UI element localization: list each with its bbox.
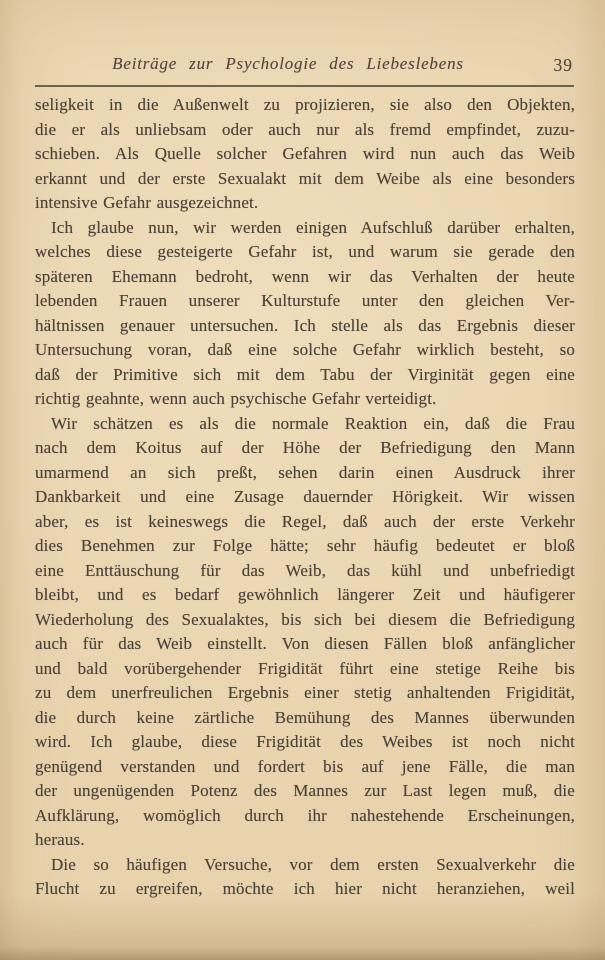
text-line: Ich glaube nun, wir werden einigen Aufschluß darüber erhalten,	[51, 217, 575, 237]
text-line: lebenden Frauen unserer Kulturstufe unter den gleichen Ver-	[35, 291, 575, 310]
running-header	[35, 54, 575, 78]
text-line: aber, es ist keineswegs die Regel, daß auch der erste Verkehr	[35, 511, 575, 531]
text-line: wird. Ich glaube, diese Frigidität des Weibes ist noch nicht	[35, 732, 575, 751]
text-line: richtig geahnte, wenn auch psychische Gefahr verteidigt.	[35, 389, 437, 408]
text-line: welches diese gesteigerte Gefahr ist, und warum sie gerade den	[35, 242, 575, 261]
text-line: nach dem Koitus auf der Höhe der Befriedigung den Mann	[35, 438, 575, 457]
body-text	[35, 93, 575, 902]
text-line: Wiederholung des Sexualaktes, bis sich bei diesem die Befriedigung	[35, 609, 575, 629]
text-line: Dankbarkeit und eine Zusage dauernder Hörigkeit. Wir wissen	[35, 487, 575, 506]
text-line: heraus.	[35, 830, 85, 849]
text-line: späteren Ehemann bedroht, wenn wir das Verhalten der heute	[35, 266, 575, 286]
text-line: Wir schätzen es als die normale Reaktion ein, daß die Frau	[51, 413, 575, 433]
text-line: der ungenügenden Potenz des Mannes zur Last legen muß, die	[35, 781, 575, 800]
text-line: dies Benehmen zur Folge hätte; sehr häufig bedeutet er bloß	[35, 536, 575, 555]
text-line: erkannt und der erste Sexualakt mit dem Weibe als eine besonders	[35, 168, 575, 188]
text-line: Flucht zu ergreifen, möchte ich hier nicht heranziehen, weil	[35, 879, 575, 898]
text-line: eine Enttäuschung für das Weib, das kühl und unbefriedigt	[35, 560, 575, 580]
text-line: daß der Primitive sich mit dem Tabu der Virginität gegen eine	[35, 364, 575, 384]
text-line: Die so häufigen Versuche, vor dem ersten Sexualverkehr die	[51, 854, 575, 874]
text-line: auch für das Weib einstellt. Von diesen Fällen bloß anfänglicher	[35, 634, 575, 653]
text-line: hältnissen genauer untersuchen. Ich stelle als das Ergebnis dieser	[35, 315, 575, 335]
text-line: seligkeit in die Außenwelt zu projizieren, sie also den Objekten,	[35, 95, 575, 114]
text-line: Aufklärung, womöglich durch ihr nahestehende Erscheinungen,	[35, 805, 575, 825]
header-title: Beiträge zur Psychologie des Liebeslebens	[112, 54, 464, 73]
text-line: zu dem unerfreulichen Ergebnis einer stetig anhaltenden Frigidität,	[35, 683, 575, 702]
text-line: die durch keine zärtliche Bemühung des Mannes überwunden	[35, 707, 575, 727]
text-line: die er als unliebsam oder auch nur als fremd empfindet, zuzu-	[35, 119, 575, 139]
text-line: intensive Gefahr ausgezeichnet.	[35, 193, 259, 212]
text-line: Untersuchung voran, daß eine solche Gefahr wirklich besteht, so	[35, 340, 575, 359]
text-line: schieben. Als Quelle solcher Gefahren wird nun auch das Weib	[35, 144, 575, 163]
text-line: bleibt, und es bedarf gewöhnlich längerer Zeit und häufigerer	[35, 585, 575, 604]
text-line: und bald vorübergehender Frigidität führt eine stetige Reihe bis	[35, 658, 575, 678]
text-line: genügend verstanden und fordert bis auf jene Fälle, die man	[35, 756, 575, 776]
text-line: umarmend an sich preßt, sehen darin einen Ausdruck ihrer	[35, 462, 575, 482]
header-rule	[35, 85, 574, 87]
page-number: 39	[553, 55, 573, 75]
